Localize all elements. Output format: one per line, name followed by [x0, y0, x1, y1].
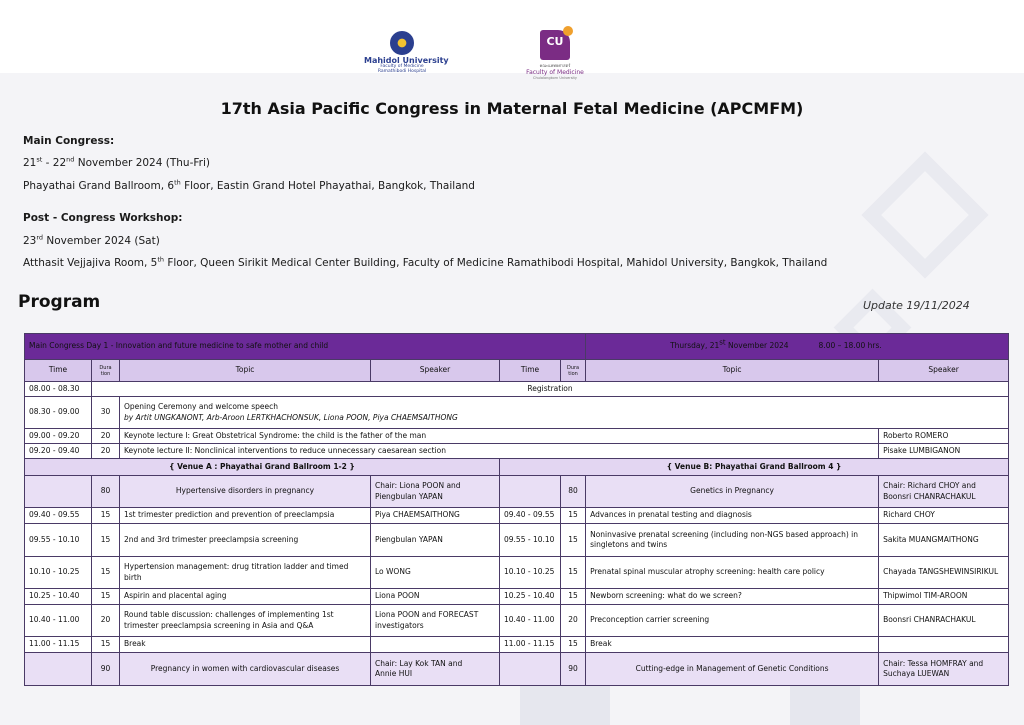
venue-a-time: 10.40 - 11.00 [25, 605, 92, 637]
table-row [25, 508, 1009, 524]
registration-time: 08.00 - 08.30 [25, 382, 92, 397]
venue-b-duration: 15 [561, 508, 586, 524]
venue-b-time: 11.00 - 11.15 [500, 637, 561, 653]
page-title: 17th Asia Pacific Congress in Maternal Fetal Medicine (APCMFM) [220, 99, 804, 118]
venue-a-label: { Venue A : Phayathai Grand Ballroom 1-2 } [25, 459, 500, 476]
col-header-duration: Dura tion [92, 360, 120, 382]
workshop-heading: Post - Congress Workshop: [23, 212, 183, 224]
session-b-duration: 90 [561, 653, 586, 686]
update-date: Update 19/11/2024 [863, 299, 970, 312]
col-header-time: Time [500, 360, 561, 382]
workshop-date: 23rd November 2024 (Sat) [23, 233, 160, 247]
venue-a-speaker: Piengbulan YAPAN [371, 524, 500, 557]
session-b-topic: Cutting-edge in Management of Genetic Conditions [586, 653, 879, 686]
session-time-empty [25, 476, 92, 508]
venue-row [25, 459, 1009, 476]
day-title: Main Congress Day 1 - Innovation and future medicine to safe mother and child [25, 334, 586, 360]
venue-b-time: 09.40 - 09.55 [500, 508, 561, 524]
venue-a-duration: 15 [92, 508, 120, 524]
session-a-duration: 80 [92, 476, 120, 508]
venue-a-speaker [371, 637, 500, 653]
program-table [24, 333, 1009, 686]
venue-b-speaker: Boonsri CHANRACHAKUL [879, 605, 1009, 637]
venue-b-speaker [879, 637, 1009, 653]
venue-a-topic: 2nd and 3rd trimester preeclampsia screening [120, 524, 371, 557]
col-header-topic: Topic [120, 360, 371, 382]
cu-medicine-mark-icon: CU [540, 30, 570, 60]
session-a-topic: Pregnancy in women with cardiovascular diseases [120, 653, 371, 686]
day-header-row [25, 334, 1009, 360]
venue-a-time: 11.00 - 11.15 [25, 637, 92, 653]
keynote-speaker: Roberto ROMERO [879, 429, 1009, 444]
keynote-topic: Keynote lecture II: Nonclinical interventions to reduce unnecessary caesarean section [120, 444, 879, 459]
venue-b-speaker: Thipwimol TIM-AROON [879, 589, 1009, 605]
mahidol-seal-icon [390, 31, 414, 55]
session-b-topic: Genetics in Pregnancy [586, 476, 879, 508]
column-header-row [25, 360, 1009, 382]
venue-a-topic: 1st trimester prediction and prevention of preeclampsia [120, 508, 371, 524]
session-a-chairs: Chair: Liona POON and Piengbulan YAPAN [371, 476, 500, 508]
venue-a-topic: Aspirin and placental aging [120, 589, 371, 605]
cu-logo-thai: คณะแพทยศาสตร์ [539, 63, 571, 68]
table-row [25, 524, 1009, 557]
cu-logo-university: Chulalongkorn University [533, 76, 577, 80]
mahidol-logo-hospital: Ramathibodi Hospital [377, 68, 427, 74]
col-header-time: Time [25, 360, 92, 382]
registration-label: Registration [92, 382, 1009, 397]
keynote-speaker: Pisake LUMBIGANON [879, 444, 1009, 459]
venue-a-duration: 20 [92, 605, 120, 637]
table-row [25, 557, 1009, 589]
venue-b-time: 10.10 - 10.25 [500, 557, 561, 589]
venue-a-duration: 15 [92, 637, 120, 653]
col-header-duration: Dura tion [561, 360, 586, 382]
venue-b-speaker: Chayada TANGSHEWINSIRIKUL [879, 557, 1009, 589]
venue-b-topic: Noninvasive prenatal screening (including non-NGS based approach) in singletons and twins [586, 524, 879, 557]
table-row [25, 605, 1009, 637]
venue-a-speaker: Piya CHAEMSAITHONG [371, 508, 500, 524]
venue-b-topic: Newborn screening: what do we screen? [586, 589, 879, 605]
session-a-topic: Hypertensive disorders in pregnancy [120, 476, 371, 508]
main-congress-heading: Main Congress: [23, 135, 115, 147]
venue-b-duration: 15 [561, 589, 586, 605]
main-congress-venue: Phayathai Grand Ballroom, 6th Floor, Eastin Grand Hotel Phayathai, Bangkok, Thailand [23, 178, 475, 192]
venue-b-topic: Advances in prenatal testing and diagnosis [586, 508, 879, 524]
col-header-speaker: Speaker [371, 360, 500, 382]
venue-b-time: 10.40 - 11.00 [500, 605, 561, 637]
venue-b-duration: 15 [561, 637, 586, 653]
venue-b-speaker: Richard CHOY [879, 508, 1009, 524]
venue-a-speaker: Lo WONG [371, 557, 500, 589]
cu-medicine-logo [524, 30, 586, 80]
session-time-empty [25, 653, 92, 686]
keynote-duration: 20 [92, 429, 120, 444]
venue-b-speaker: Sakita MUANGMAITHONG [879, 524, 1009, 557]
mahidol-logo-faculty: Faculty of Medicine [380, 64, 424, 69]
keynote-time: 09.20 - 09.40 [25, 444, 92, 459]
day-date-hours: Thursday, 21st November 2024 8.00 – 18.00 hrs. [586, 334, 1009, 360]
break-row [25, 637, 1009, 653]
workshop-venue: Atthasit Vejjajiva Room, 5th Floor, Queen Sirikit Medical Center Building, Faculty of Medicine Ramathibodi Hospital, Mahidol University, Bangkok, Thailand [23, 255, 828, 269]
session-time-empty [500, 476, 561, 508]
session-time-empty [500, 653, 561, 686]
venue-a-speaker: Liona POON [371, 589, 500, 605]
session-row [25, 653, 1009, 686]
table-row [25, 589, 1009, 605]
venue-b-duration: 15 [561, 524, 586, 557]
venue-a-time: 10.25 - 10.40 [25, 589, 92, 605]
mahidol-logo-name: Mahidol University [364, 56, 449, 65]
col-header-speaker: Speaker [879, 360, 1009, 382]
keynote-row [25, 444, 1009, 459]
opening-topic: Opening Ceremony and welcome speech by Artit UNGKANONT, Arb-Aroon LERTKHACHONSUK, Liona POON, Piya CHAEMSAITHONG [120, 397, 1009, 429]
venue-a-time: 09.40 - 09.55 [25, 508, 92, 524]
keynote-duration: 20 [92, 444, 120, 459]
main-congress-dates: 21st - 22nd November 2024 (Thu-Fri) [23, 155, 210, 169]
opening-row [25, 397, 1009, 429]
venue-a-topic: Round table discussion: challenges of implementing 1st trimester preeclampsia screening in Asia and Q&A [120, 605, 371, 637]
venue-b-label: { Venue B: Phayathai Grand Ballroom 4 } [500, 459, 1009, 476]
keynote-topic: Keynote lecture I: Great Obstetrical Syndrome: the child is the father of the man [120, 429, 879, 444]
venue-a-time: 09.55 - 10.10 [25, 524, 92, 557]
session-row [25, 476, 1009, 508]
keynote-row [25, 429, 1009, 444]
venue-b-topic: Break [586, 637, 879, 653]
program-heading: Program [18, 292, 101, 312]
venue-a-time: 10.10 - 10.25 [25, 557, 92, 589]
registration-row [25, 382, 1009, 397]
venue-b-duration: 15 [561, 557, 586, 589]
venue-b-duration: 20 [561, 605, 586, 637]
venue-b-topic: Preconception carrier screening [586, 605, 879, 637]
venue-b-time: 10.25 - 10.40 [500, 589, 561, 605]
venue-a-duration: 15 [92, 557, 120, 589]
session-b-chairs: Chair: Richard CHOY and Boonsri CHANRACHAKUL [879, 476, 1009, 508]
opening-duration: 30 [92, 397, 120, 429]
venue-b-time: 09.55 - 10.10 [500, 524, 561, 557]
venue-a-speaker: Liona POON and FORECAST investigators [371, 605, 500, 637]
session-a-chairs: Chair: Lay Kok TAN and Annie HUI [371, 653, 500, 686]
session-b-chairs: Chair: Tessa HOMFRAY and Suchaya LUEWAN [879, 653, 1009, 686]
session-a-duration: 90 [92, 653, 120, 686]
venue-a-topic: Break [120, 637, 371, 653]
mahidol-logo [364, 31, 449, 74]
cu-logo-faculty: Faculty of Medicine [526, 69, 584, 76]
col-header-topic: Topic [586, 360, 879, 382]
session-b-duration: 80 [561, 476, 586, 508]
opening-time: 08.30 - 09.00 [25, 397, 92, 429]
venue-a-topic: Hypertension management: drug titration ladder and timed birth [120, 557, 371, 589]
venue-a-duration: 15 [92, 589, 120, 605]
venue-a-duration: 15 [92, 524, 120, 557]
venue-b-topic: Prenatal spinal muscular atrophy screening: health care policy [586, 557, 879, 589]
keynote-time: 09.00 - 09.20 [25, 429, 92, 444]
